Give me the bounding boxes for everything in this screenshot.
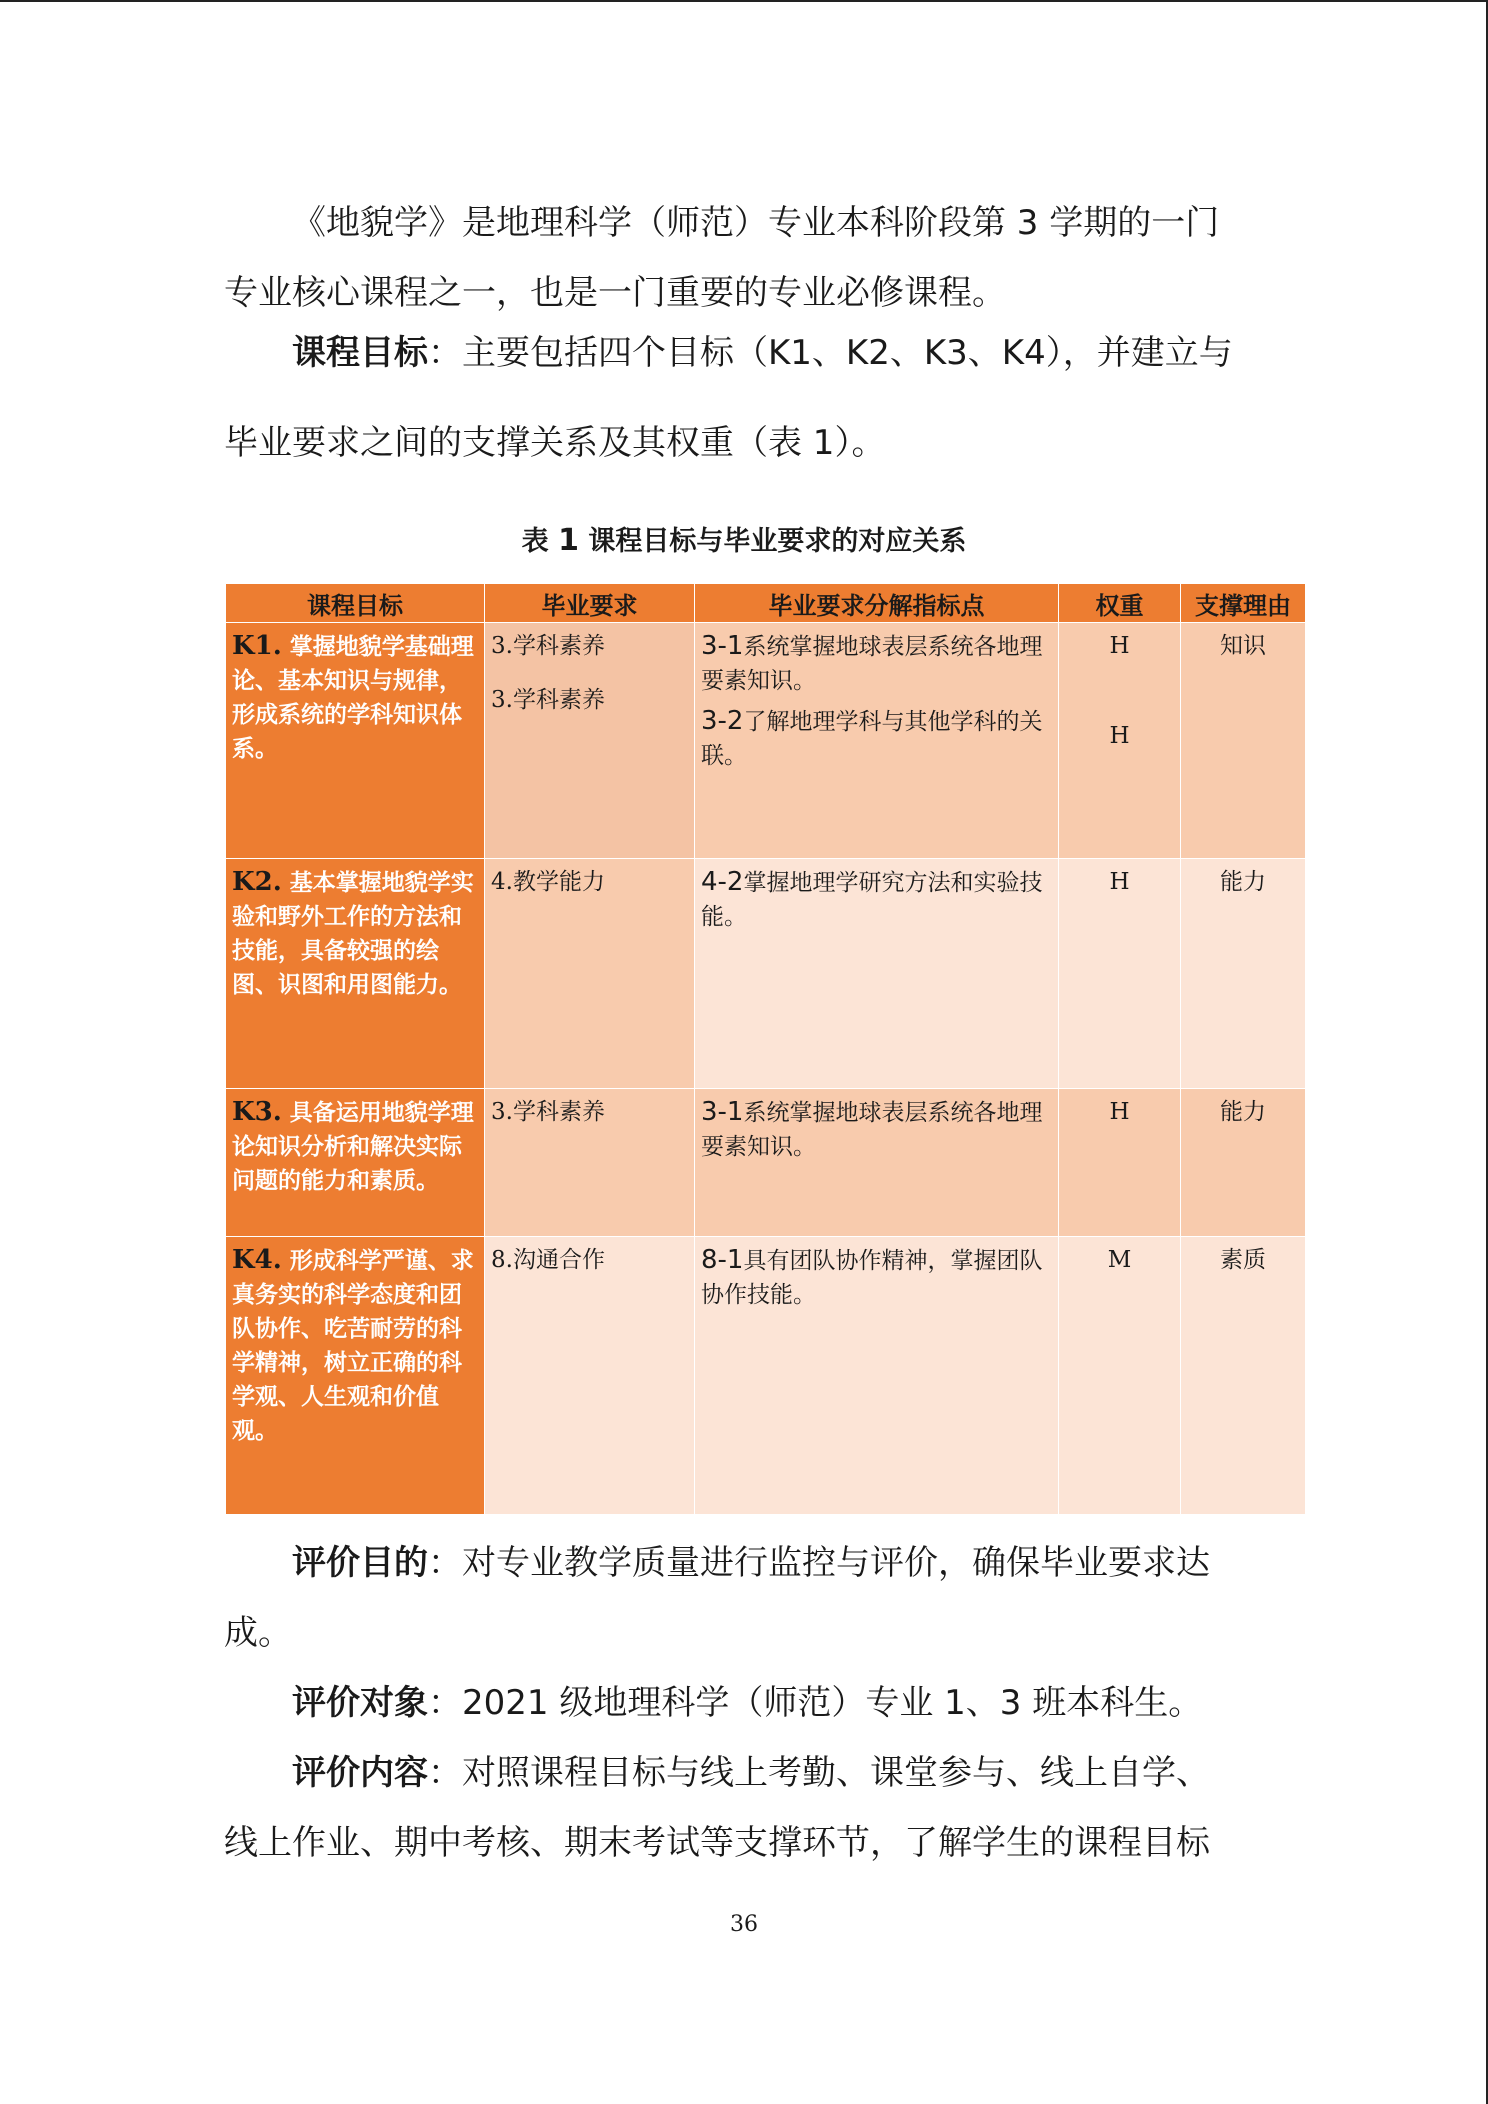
header-weight: 权重	[1059, 584, 1181, 623]
content-text: ：对照课程目标与线上考勤、课堂参与、线上自学、	[428, 1753, 1210, 1793]
header-indicator: 毕业要求分解指标点	[695, 584, 1059, 623]
table-row	[226, 623, 1306, 859]
table-caption-number: 1	[558, 523, 579, 558]
table-caption-prefix: 表	[521, 526, 549, 557]
weight-a: H	[1109, 633, 1130, 659]
requirement-cell: 3.学科素养	[485, 1089, 695, 1237]
reason-cell: 素质	[1181, 1237, 1306, 1515]
purpose-label: 评价目的	[292, 1543, 428, 1583]
goal-cell-k1	[226, 623, 485, 859]
objective-text: ：主要包括四个目标（K1、K2、K3、K4），并建立与	[428, 333, 1233, 373]
content-line-1	[292, 1753, 1332, 1793]
weight-cell	[1059, 623, 1181, 859]
requirement-cell: 8.沟通合作	[485, 1237, 695, 1515]
purpose-line-1	[292, 1543, 1332, 1583]
goal-cell-k3	[226, 1089, 485, 1237]
requirement-a: 3.学科素养	[491, 633, 605, 659]
requirement-b: 3.学科素养	[491, 687, 605, 713]
objective-label: 课程目标	[292, 333, 428, 373]
subject-label: 评价对象	[292, 1683, 428, 1723]
requirement-cell	[485, 623, 695, 859]
table-caption	[0, 523, 1488, 560]
header-graduation-requirement: 毕业要求	[485, 584, 695, 623]
weight-cell: M	[1059, 1237, 1181, 1515]
goal-text: 基本掌握地貌学实验和野外工作的方法和技能，具备较强的绘图、识图和用图能力。	[232, 869, 474, 998]
indicator-cell	[695, 623, 1059, 859]
weight-b: H	[1109, 723, 1130, 749]
subject-text: ：2021 级地理科学（师范）专业 1、3 班本科生。	[428, 1683, 1203, 1723]
indicator-cell	[695, 1237, 1059, 1515]
goal-text: 形成科学严谨、求真务实的科学态度和团队协作、吃苦耐劳的科学精神，树立正确的科学观、人生观和价值观。	[232, 1247, 474, 1444]
indicator-text: 具有团队协作精神，掌握团队协作技能。	[701, 1248, 1043, 1308]
indicator-code: 4-2	[701, 867, 744, 897]
table-row	[226, 1089, 1306, 1237]
goal-code: K4.	[232, 1245, 282, 1275]
subject-line	[292, 1683, 1332, 1723]
requirement-cell: 4.教学能力	[485, 859, 695, 1089]
table-row	[226, 859, 1306, 1089]
purpose-line-2: 成。	[224, 1613, 292, 1653]
header-reason: 支撑理由	[1181, 584, 1306, 623]
page-number: 36	[730, 1912, 758, 1937]
goal-code: K1.	[232, 631, 282, 661]
content-label: 评价内容	[292, 1753, 428, 1793]
table-header-row	[226, 584, 1306, 623]
goal-code: K2.	[232, 867, 282, 897]
reason-cell: 知识	[1181, 623, 1306, 859]
indicator-text: 了解地理学科与其他学科的关联。	[701, 709, 1043, 769]
content-line-2: 线上作业、期中考核、期末考试等支撑环节，了解学生的课程目标	[224, 1823, 1210, 1863]
intro-line-2: 专业核心课程之一，也是一门重要的专业必修课程。	[224, 273, 1006, 313]
indicator-code: 3-1	[701, 1097, 744, 1127]
indicator-cell	[695, 859, 1059, 1089]
goal-text: 具备运用地貌学理论知识分析和解决实际问题的能力和素质。	[232, 1099, 474, 1194]
indicator-code: 3-2	[701, 706, 744, 736]
goal-code: K3.	[232, 1097, 282, 1127]
objective-line-2: 毕业要求之间的支撑关系及其权重（表 1）。	[224, 423, 886, 463]
goal-text: 掌握地貌学基础理论、基本知识与规律，形成系统的学科知识体系。	[232, 633, 474, 762]
header-course-goal: 课程目标	[226, 584, 485, 623]
indicator-text: 系统掌握地球表层系统各地理要素知识。	[701, 1100, 1043, 1160]
indicator-text: 系统掌握地球表层系统各地理要素知识。	[701, 634, 1043, 694]
table-row	[226, 1237, 1306, 1515]
weight-cell: H	[1059, 859, 1181, 1089]
weight-cell: H	[1059, 1089, 1181, 1237]
indicator-code: 3-1	[701, 631, 744, 661]
indicator-cell	[695, 1089, 1059, 1237]
reason-cell: 能力	[1181, 1089, 1306, 1237]
reason-cell: 能力	[1181, 859, 1306, 1089]
intro-line-1: 《地貌学》是地理科学（师范）专业本科阶段第 3 学期的一门	[292, 203, 1220, 243]
goal-cell-k2	[226, 859, 485, 1089]
objective-line-1	[292, 333, 1332, 373]
indicator-code: 8-1	[701, 1245, 744, 1275]
goals-table	[225, 583, 1306, 1515]
table-caption-text: 课程目标与毕业要求的对应关系	[588, 526, 967, 557]
purpose-text: ：对专业教学质量进行监控与评价，确保毕业要求达	[428, 1543, 1210, 1583]
indicator-text: 掌握地理学研究方法和实验技能。	[701, 870, 1043, 930]
goal-cell-k4	[226, 1237, 485, 1515]
